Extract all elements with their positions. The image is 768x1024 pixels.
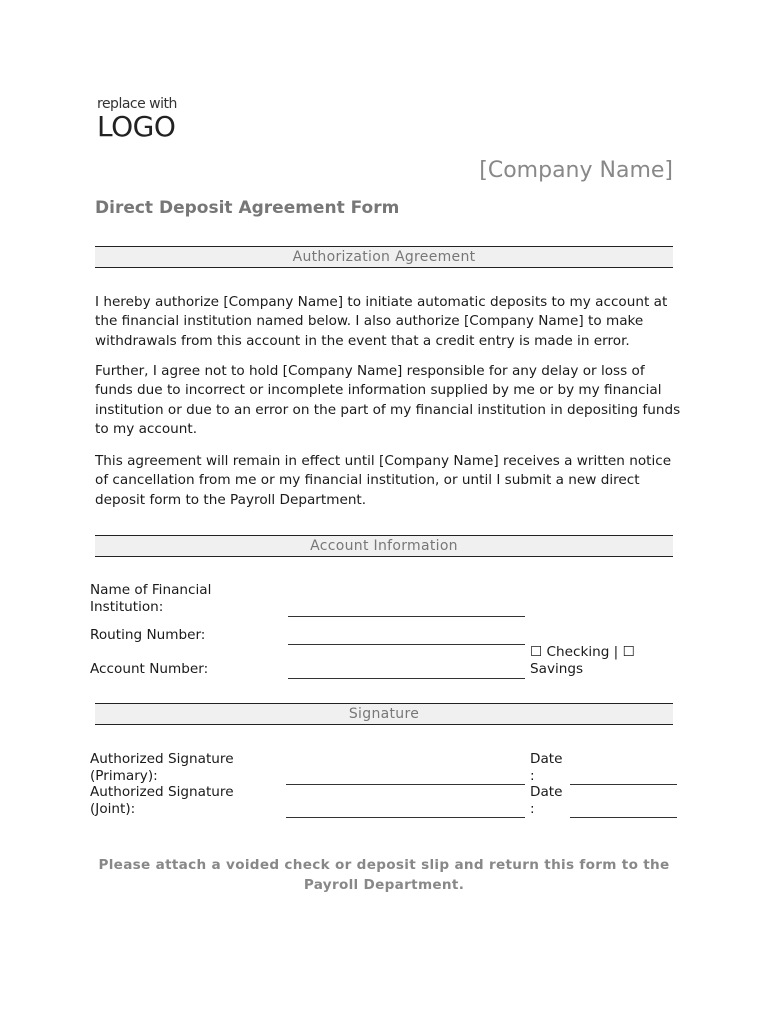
footer-note: Please attach a voided check or deposit slip and return this form to the Payroll Department.	[98, 857, 670, 893]
section-header-account: Account Information	[95, 535, 673, 557]
joint-signature-label: Authorized Signature (Joint):	[90, 784, 234, 817]
logo-text: LOGO	[97, 110, 176, 143]
primary-signature-label: Authorized Signature (Primary):	[90, 751, 234, 784]
section-header-authorization: Authorization Agreement	[95, 246, 673, 268]
section-header-signature: Signature	[95, 703, 673, 725]
logo-placeholder	[97, 96, 177, 142]
joint-date-field[interactable]	[570, 817, 677, 818]
account-type-options[interactable]	[530, 644, 635, 678]
routing-label: Routing Number:	[90, 627, 206, 643]
authorization-paragraph-1: I hereby authorize [Company Name] to initiate automatic deposits to my account at the financial institution named below. I also authorize [Company Name] to make withdrawals from this account in the event that a credit entry is made in error.	[95, 294, 668, 349]
logo-caption: replace with	[97, 96, 177, 112]
authorization-paragraph-2: Further, I agree not to hold [Company Name] responsible for any delay or loss of funds due to incorrect or incomplete information supplied by me or by my financial institution or due to an error on the part of my financial institution in depositing funds to my account.	[95, 363, 681, 437]
primary-date-field[interactable]	[570, 784, 677, 785]
primary-date-label: Date :	[530, 751, 563, 784]
company-name: [Company Name]	[479, 158, 673, 183]
account-number-field[interactable]	[288, 678, 525, 679]
joint-signature-field[interactable]	[286, 817, 525, 818]
institution-label: Name of Financial Institution:	[90, 582, 212, 615]
primary-signature-field[interactable]	[286, 784, 525, 785]
authorization-paragraph-3: This agreement will remain in effect until [Company Name] receives a written notice of cancellation from me or my financial institution, or until I submit a new direct deposit form to the Payroll Department.	[95, 453, 672, 508]
routing-number-field[interactable]	[288, 644, 525, 645]
joint-date-label: Date :	[530, 784, 563, 817]
account-type-checking: ☐ Checking | ☐	[530, 644, 635, 660]
account-label: Account Number:	[90, 661, 209, 677]
account-type-savings: Savings	[530, 661, 584, 677]
form-title: Direct Deposit Agreement Form	[95, 198, 400, 218]
institution-field[interactable]	[288, 616, 525, 617]
